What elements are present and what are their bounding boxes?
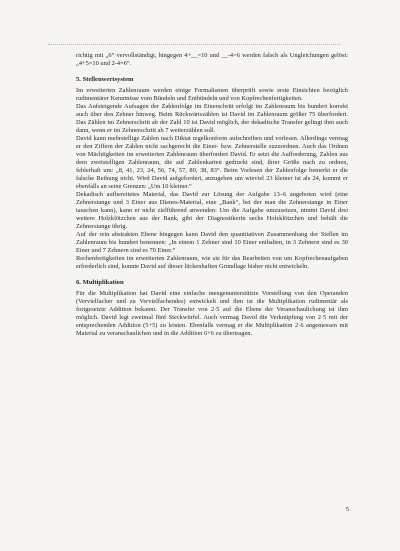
scan-artifact-line [48, 44, 340, 45]
body-paragraph: David kann mehrstellige Zahlen nach Diktat regelkonform aufschreiben und vorlesen. Allerdings vermag er den Ziffern der Zahlen nicht sachgerecht die Einer- bzw. Zehnerstelle zuzuordnen. Auch das Ordnen von Mächtigkeiten im erweiterten Zahlenraum überfordert David. Er setzt die Aufforderung, Zahlen aus dem zweistelligen Zahlenraum, die auf Zahlenkarten gedruckt sind, ihrer Größe nach zu ordnen, fehlerhaft um: „8, 41, 23, 24, 56, 74, 57, 80, 38, 83“. Beim Vorlesen der Zahlenfolge bemerkt er die falsche Reihung nicht. Wird David aufgefordert, anzugeben um wieviel 23 kleiner ist als 24, kommt er ebenfalls an seine Grenzen: „Um 10 kleiner.“ [76, 135, 348, 190]
body-paragraph: Auf der rein abstrakten Ebene hingegen kann David den quantitativen Zusammenhang der Stellen im Zahlenraum bis hundert benennen: „In einem 1 Zehner sind 10 Einer enthalten, in 3 Zehnern sind es 30 Einer und 7 Zehnern sind es 70 Einer.“ [76, 231, 348, 254]
section-heading: 5. Stellenwertsystem [76, 76, 134, 83]
body-paragraph: Dekadisch aufbereitetes Material, das David zur Lösung der Aufgabe 13–6 angeboten wird (eine Zehnerstange und 3 Einer aus Dienes-Material, eine „Bank“, bei der man die Zehnerstange in Einer tauschen kann), kann er nicht zielführend anwenden: Um die Aufgabe umzusetzen, nimmt David drei weitere Holzklötzchen aus der Bank, gibt der Diagnostikerin sechs Holzklötzchen und behält die Zehnerstange übrig. [76, 191, 348, 230]
body-paragraph: Rechenfertigkeiten im erweiterten Zahlenraum, wie sie für das Bearbeiten von um Kopfrechenaufgaben erforderlich sind, konnte David auf dieser lückenhaften Grundlage bisher nicht entwickeln. [76, 255, 348, 270]
section-heading: 6. Multiplikation [76, 279, 124, 286]
document-body [76, 52, 348, 338]
page-number: 5 [345, 506, 349, 513]
section-stellenwertsystem [76, 76, 348, 271]
body-paragraph: Im erweiterten Zahlenraum werden einige Formalismen überprüft sowie erste Einsichten bezüglich rudimentärer Kenntnisse vom Bündeln und Entbündeln und von Kopfrechenfertigkeiten. [76, 87, 348, 102]
section-multiplikation [76, 279, 348, 338]
body-paragraph: Für die Multiplikation hat David eine einfache mengenunterstützte Vorstellung von den Operanden (Vervielfacher und zu Vervielfachendes) entwickelt und ihm ist die Multiplikation rudimentär als fortgesetzte Addition bekannt. Der Transfer von 2·5 auf die Ebene der Veranschaulichung ist ihm möglich. David legt zweimal fünf Steckwürfel. Auch vermag David die Verknüpfung von 2·5 mit der entsprechenden Addition (5+5) zu leisten. Ebenfalls vermag er die Multiplikation 2·6 angemessen mit Material zu veranschaulichen und in die Addition 6+6 zu übertragen. [76, 290, 348, 337]
body-paragraph: Das Aufsteigende Aufsagen der Zahlenfolge im Einerschritt erfolgt im Zahlenraum bis hundert korrekt auch über den Zehner hinweg. Beim Rückwärtszählen ist David im Zahlenraum größer 75 überfordert. Das Zählen im Zehnerschritt ab der Zahl 10 ist David möglich, der dekadische Transfer gelingt ihm auch dann, wenn er im Zehnerschritt ab 7 weiterzählen soll. [76, 103, 348, 134]
intro-paragraph: richtig mit „6“ vervollständigt, hingegen 4+__=10 und __-4=6 werden falsch als Ungleichungen gelöst: „4+5=10 und 2-4=6“. [76, 52, 348, 67]
